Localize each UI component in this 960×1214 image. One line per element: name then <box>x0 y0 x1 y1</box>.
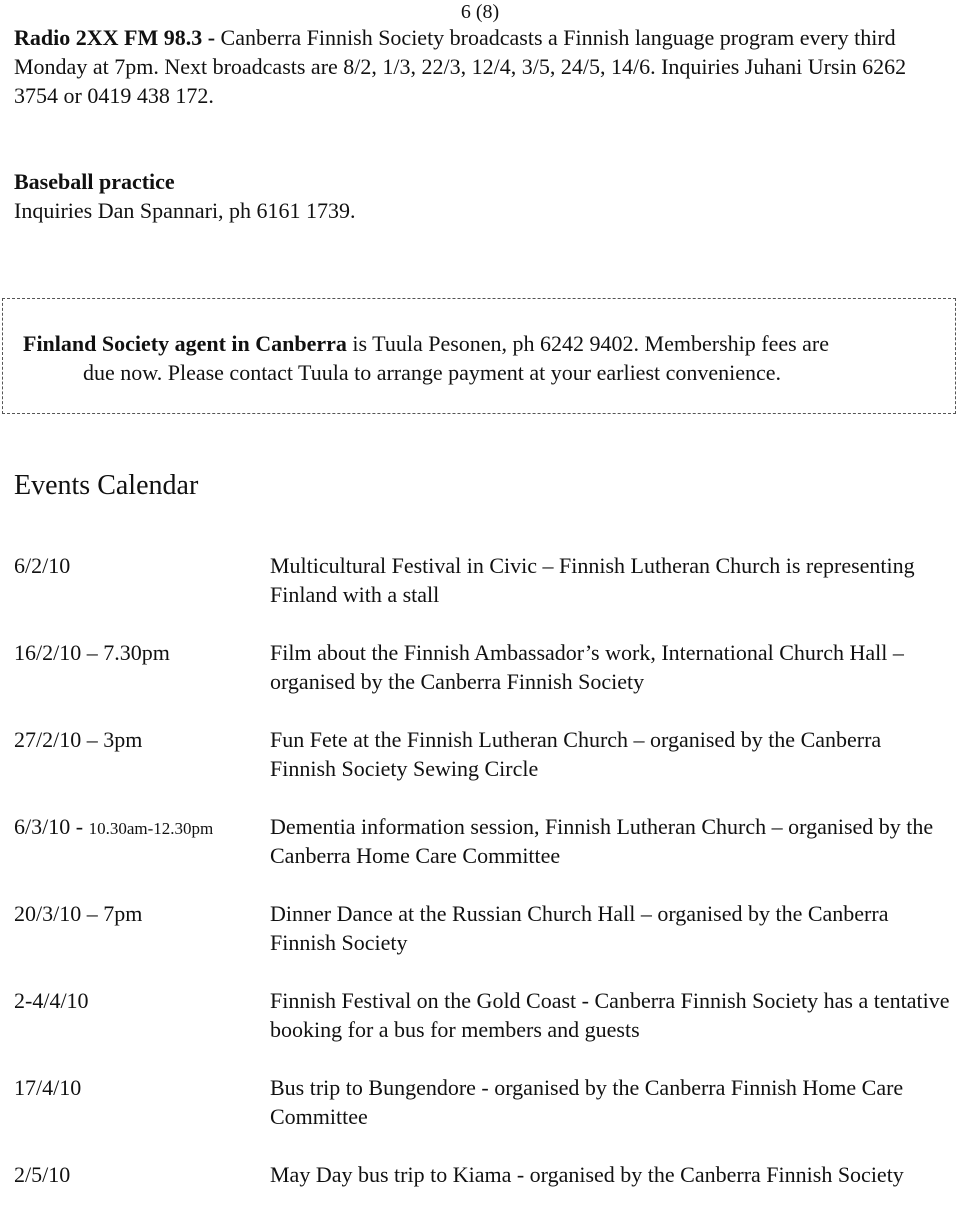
baseball-heading: Baseball practice <box>14 169 175 194</box>
notice-text-line2: due now. Please contact Tuula to arrange payment at your earliest convenience. <box>83 360 782 385</box>
event-date: 6/3/10 - 10.30am-12.30pm <box>14 814 214 839</box>
event-date: 27/2/10 – 3pm <box>14 727 143 752</box>
radio-text: Canberra Finnish Society broadcasts a Finnish language program every third Monday at 7pm. Next broadcasts are 8/2, 1/3, 22/3, 12/4, 3/5, 24/5, 14/6. Inquiries Juhani Ursin 6262 3754 or 0419 438 172. <box>14 25 907 108</box>
event-description: Dinner Dance at the Russian Church Hall – organised by the Canberra Finnish Society <box>270 901 889 955</box>
event-row <box>14 1073 944 1131</box>
event-row <box>14 1160 944 1189</box>
radio-heading: Radio 2XX FM 98.3 - <box>14 25 216 50</box>
page-number: 6 (8) <box>460 1 500 23</box>
event-description: Film about the Finnish Ambassador’s work, International Church Hall – organised by the Canberra Finnish Society <box>270 640 904 694</box>
radio-section <box>14 23 944 110</box>
event-row <box>14 986 950 1044</box>
event-description: Fun Fete at the Finnish Lutheran Church – organised by the Canberra Finnish Society Sewing Circle <box>270 727 882 781</box>
event-description: Dementia information session, Finnish Lutheran Church – organised by the Canberra Home Care Committee <box>270 814 934 868</box>
events-list <box>14 551 950 1189</box>
event-row <box>14 812 944 870</box>
event-date: 16/2/10 – 7.30pm <box>14 640 170 665</box>
event-date: 6/2/10 <box>14 553 71 578</box>
event-date: 2-4/4/10 <box>14 988 89 1013</box>
events-calendar-title: Events Calendar <box>14 470 199 501</box>
event-description: Bus trip to Bungendore - organised by the Canberra Finnish Home Care Committee <box>270 1075 904 1129</box>
event-row <box>14 899 944 957</box>
event-description: Finnish Festival on the Gold Coast - Canberra Finnish Society has a tentative booking for a bus for members and guests <box>270 988 950 1042</box>
baseball-text: Inquiries Dan Spannari, ph 6161 1739. <box>14 198 356 223</box>
event-description: Multicultural Festival in Civic – Finnish Lutheran Church is representing Finland with a stall <box>270 553 915 607</box>
event-row <box>14 638 944 696</box>
event-row <box>14 551 944 609</box>
event-row <box>14 725 944 783</box>
notice-heading: Finland Society agent in Canberra <box>23 331 347 356</box>
event-description: May Day bus trip to Kiama - organised by the Canberra Finnish Society <box>270 1162 904 1187</box>
notice-text-line1: is Tuula Pesonen, ph 6242 9402. Membership fees are <box>346 331 830 356</box>
baseball-section <box>14 167 944 225</box>
event-date: 20/3/10 – 7pm <box>14 901 143 926</box>
membership-notice-box <box>2 298 956 414</box>
event-date: 2/5/10 <box>14 1162 71 1187</box>
event-date: 17/4/10 <box>14 1075 82 1100</box>
